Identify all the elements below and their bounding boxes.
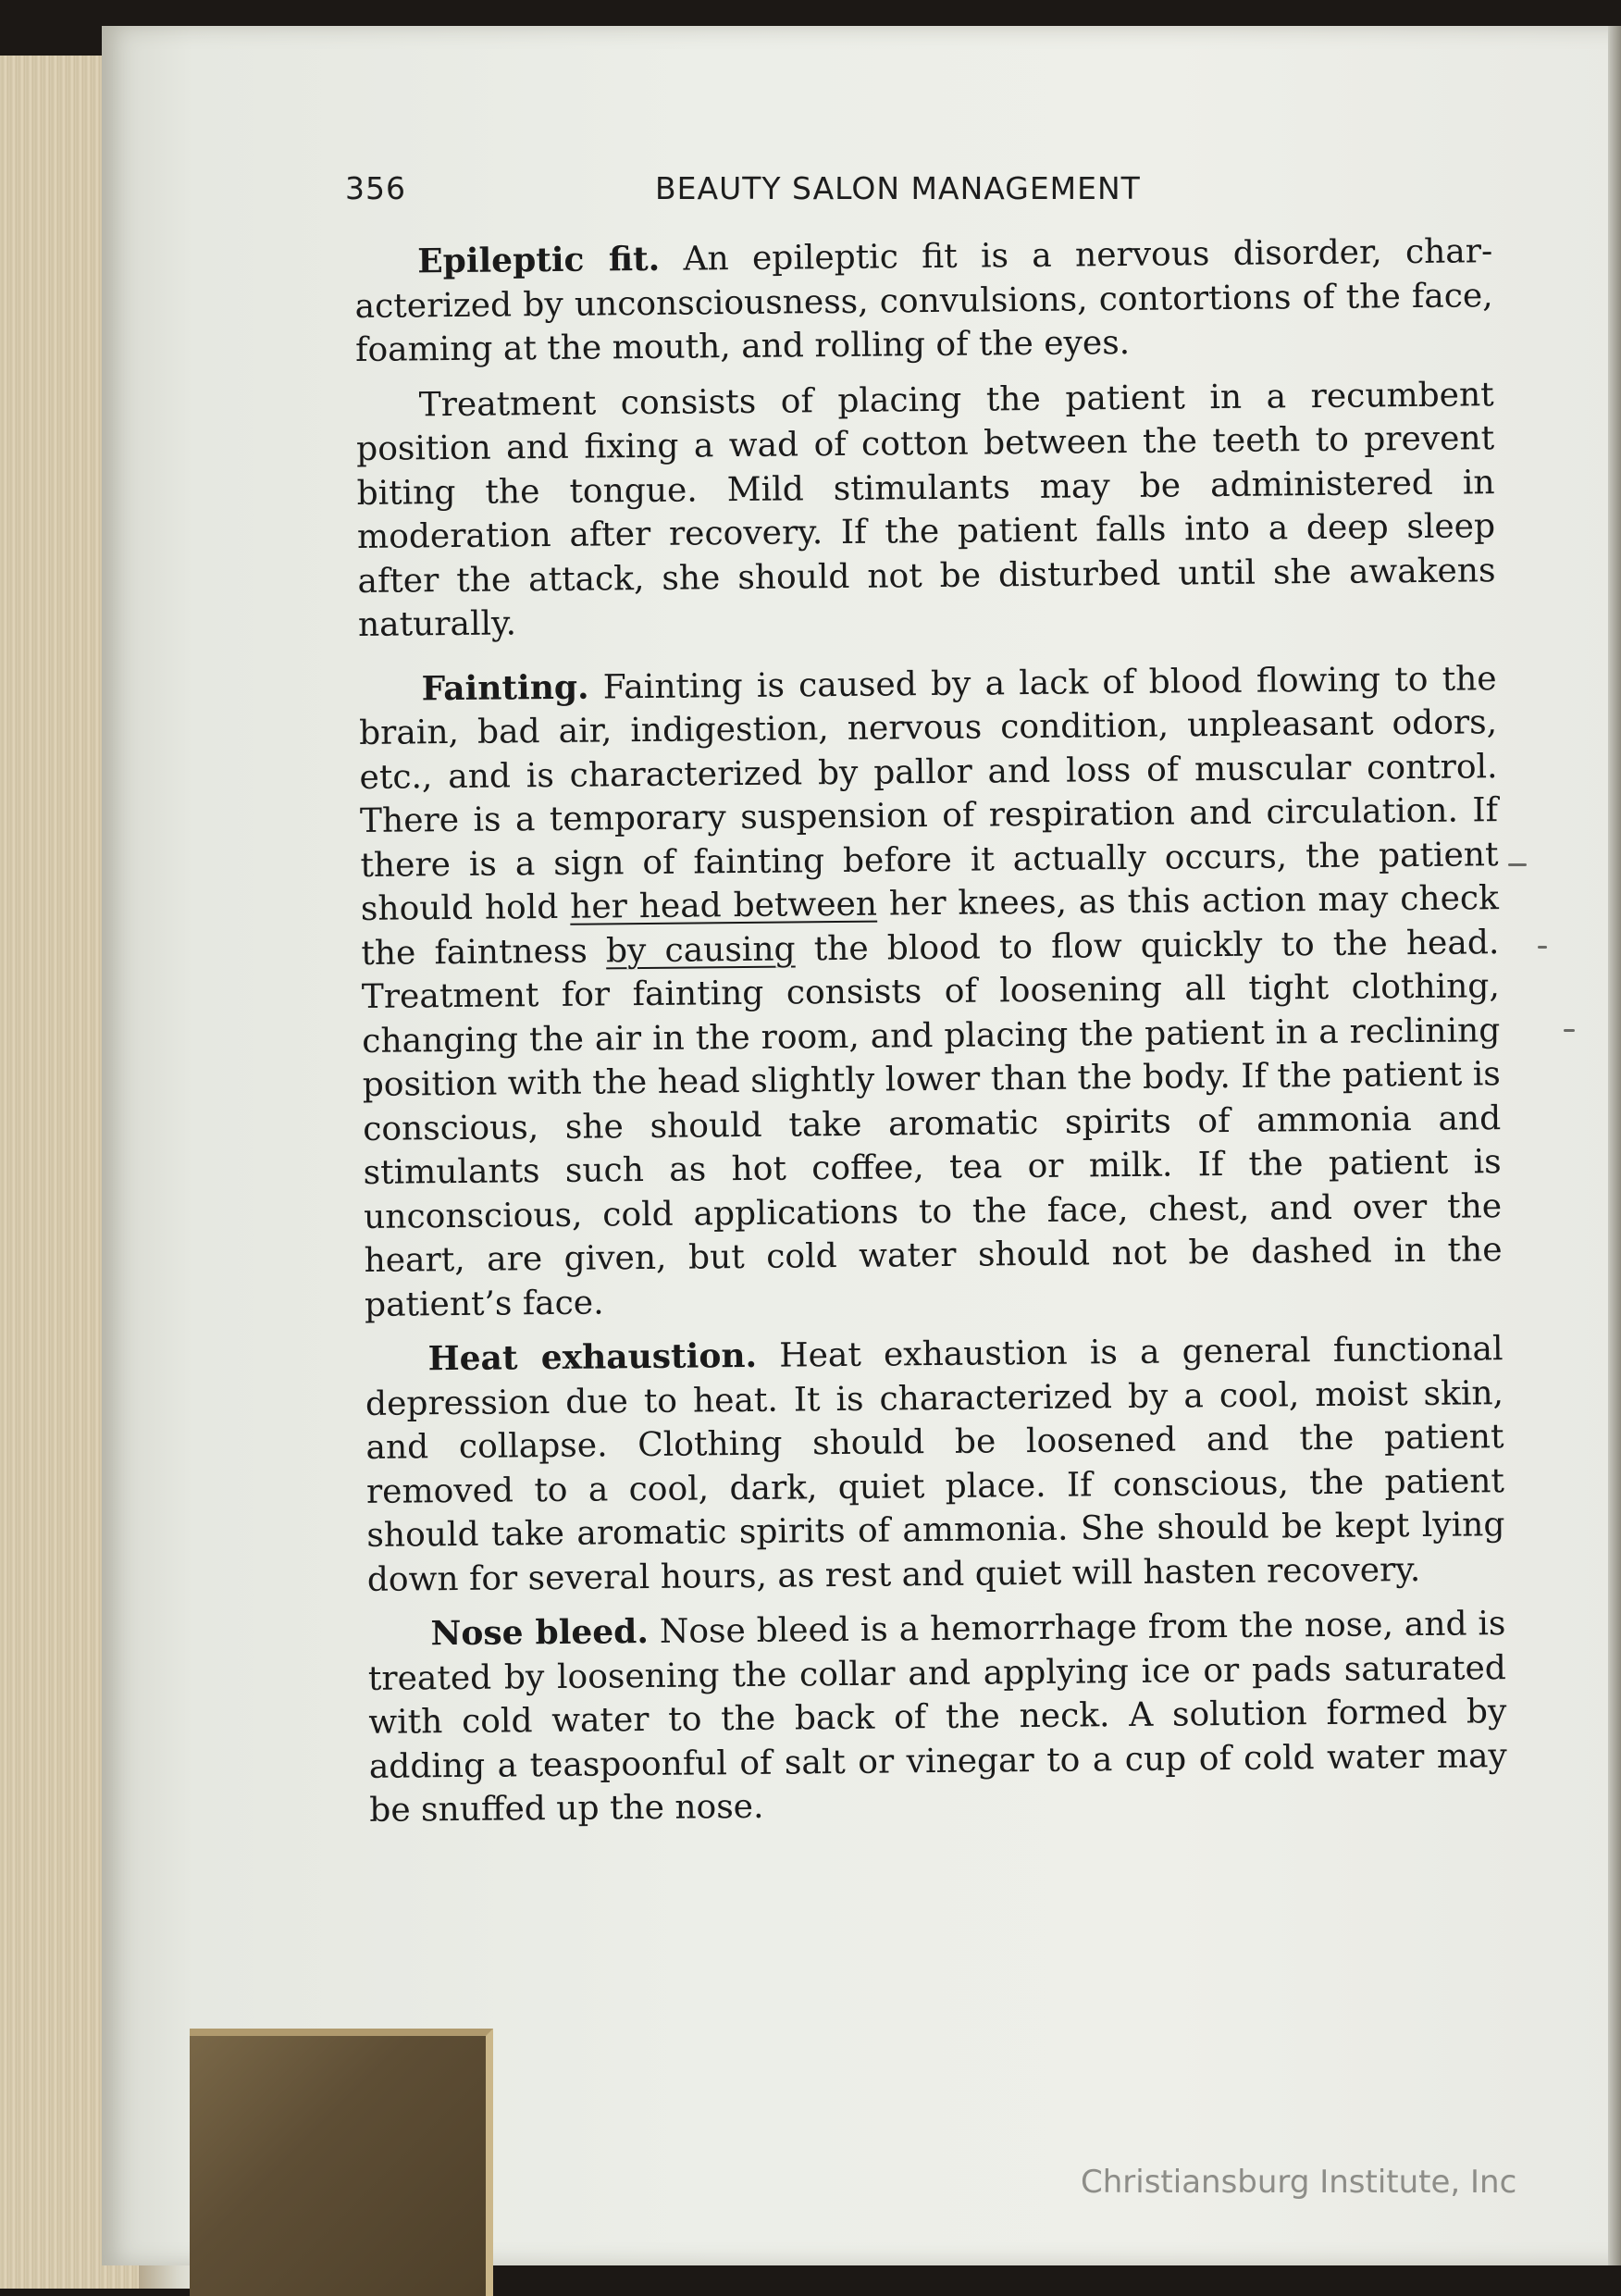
- running-head: [345, 170, 1196, 217]
- section-heading: Fainting.: [421, 667, 589, 708]
- underlined-text: her head between: [569, 885, 878, 926]
- paragraph-text: the blood to flow quickly to the head. Treatment for fainting consists of loosening all tight clothing, changing the air in the room, and placing the patient in a reclining position with the head slightly lower than the body. If the patient is conscious, she should take aromatic spirits of ammonia and stimulants such as hot coffee, tea or milk. If the patient is unconscious, cold applications to the face, chest, and over the heart, are given, but cold water should not be dashed in the patient’s face.: [361, 923, 1503, 1324]
- paragraph-nose-bleed: [367, 1602, 1507, 1832]
- underlined-text: by causing: [605, 929, 796, 970]
- page-right-edge: [1608, 26, 1621, 2265]
- paragraph-heat-exhaustion: [365, 1327, 1505, 1602]
- margin-pencil-mark: [1538, 946, 1547, 949]
- paragraph-text: Treatment consists of placing the patient in a recumbent position and fixing a wad of cotton between the teeth to prevent biting the tongue. Mild stimulants may be administered in moderation after recovery. If the patient falls into a deep sleep after the attack, she should not be disturbed until she awakens naturally.: [355, 375, 1496, 644]
- section-heading: Epileptic fit.: [417, 239, 661, 281]
- running-title: BEAUTY SALON MANAGEMENT: [655, 170, 1141, 206]
- book-support-block: [190, 2029, 493, 2296]
- body-text: [354, 230, 1508, 1843]
- section-heading: Nose bleed.: [430, 1612, 650, 1654]
- paragraph-text: her knees, as this action may check the faintness: [361, 879, 1500, 973]
- margin-pencil-mark: [1564, 1029, 1575, 1032]
- margin-pencil-mark: [1508, 863, 1527, 866]
- watermark: Christiansburg Institute, Inc: [1081, 2164, 1517, 2201]
- page-number: 356: [345, 170, 406, 206]
- paragraph-epileptic-fit: [354, 230, 1493, 372]
- section-heading: Heat exhaustion.: [427, 1335, 758, 1379]
- paragraph-fainting: [358, 657, 1503, 1327]
- paragraph-text: Fainting is caused by a lack of blood flowing to the brain, bad air, indigestion, nervous condition, unpleasant odors, etc., and is characterized by pallor and loss of muscular control. There is a temporary suspension of respiration and circulation. If there is a sign of fainting before it actually occurs, the patient should hold: [358, 659, 1499, 928]
- paragraph-text: Nose bleed is a hemorrhage from the nose, and is treated by loosening the collar and applying ice or pads saturated with cold water to the back of the neck. A solution formed by adding a teaspoonful of salt or vinegar to a cup of cold water may be snuffed up the nose.: [367, 1605, 1507, 1830]
- paragraph-text: An epileptic fit is a nervous disorder, characterized by unconsciousness, convulsions, contortions of the face, foaming at the mouth, and rolling of the eyes.: [354, 232, 1493, 369]
- paragraph-text: Heat exhaustion is a general functional depression due to heat. It is characterized by a cool, moist skin, and collapse. Clothing should be loosened and the patient removed to a cool, dark, quiet place. If conscious, the patient should take aromatic spirits of ammonia. She should be kept lying down for several hours, as rest and quiet will hasten recovery.: [365, 1330, 1505, 1599]
- paragraph-epileptic-treatment: [355, 373, 1496, 648]
